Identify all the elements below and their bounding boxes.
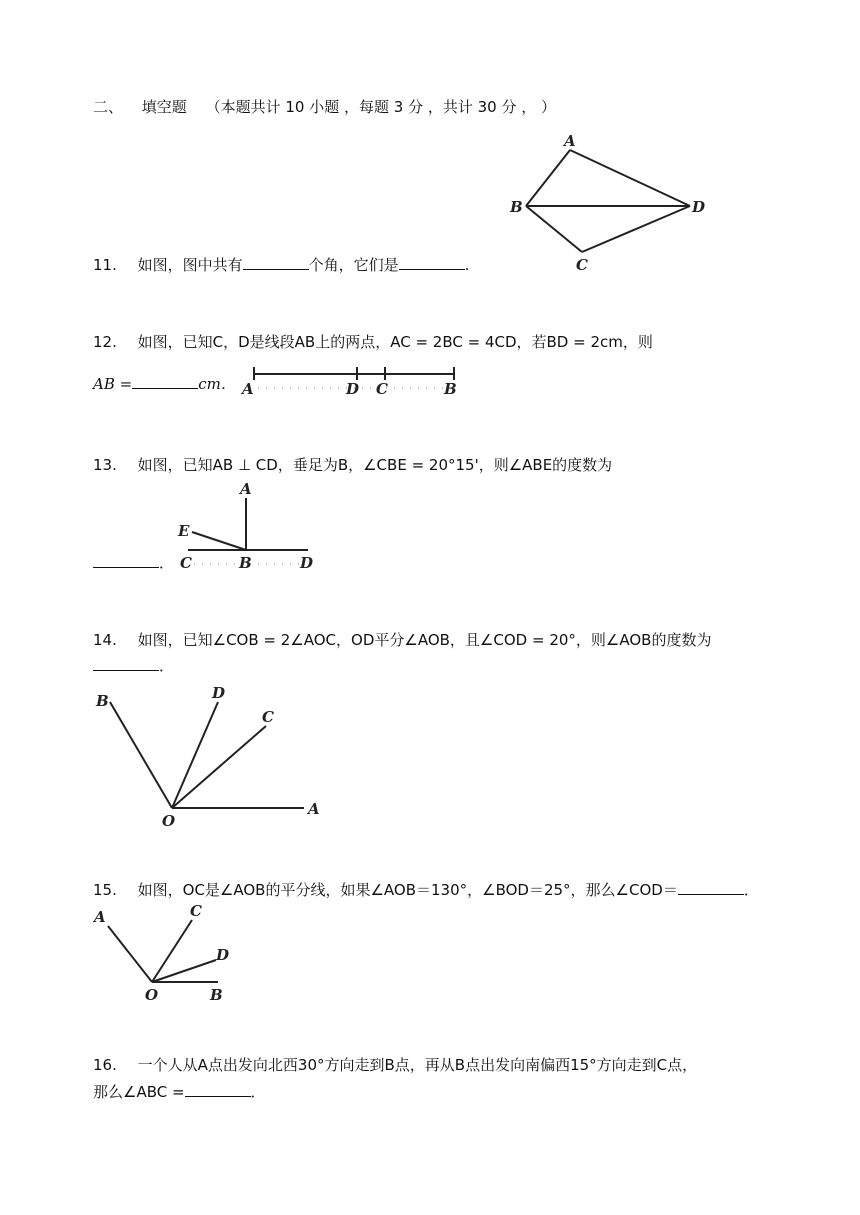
label-a: A xyxy=(94,908,106,926)
ray-oc xyxy=(172,726,266,808)
segment-cd xyxy=(582,206,690,252)
question-text: 如图，已知AB ⊥ CD，垂足为B，∠CBE = 20°15'，则∠ABE的度数为 xyxy=(137,456,613,474)
label-a: A xyxy=(242,380,254,398)
question-number: 16. xyxy=(93,1056,117,1074)
ray-od xyxy=(172,702,218,808)
label-b: B xyxy=(510,198,523,216)
segment-bc xyxy=(526,206,582,252)
label-b: B xyxy=(96,692,109,710)
question-text: 那么∠ABC = xyxy=(93,1083,185,1101)
figure-q15-angles xyxy=(90,900,240,1005)
question-end: . xyxy=(464,256,470,274)
label-c: C xyxy=(190,902,202,920)
section-number: 二、 xyxy=(93,98,124,116)
question-number: 12. xyxy=(93,333,117,351)
answer-blank[interactable] xyxy=(93,656,159,671)
segment-ad xyxy=(570,150,690,206)
question-13 xyxy=(93,455,612,475)
ray-oc xyxy=(152,920,192,982)
answer-blank[interactable] xyxy=(93,553,159,568)
label-b: B xyxy=(444,380,457,398)
label-a: A xyxy=(308,800,320,818)
question-12-line2 xyxy=(93,374,236,394)
label-d: D xyxy=(212,684,226,702)
label-o: O xyxy=(145,986,159,1004)
question-text: 一个人从A点出发向北西30°方向走到B点，再从B点出发向南偏西15°方向走到C点， xyxy=(137,1056,698,1074)
ray-od xyxy=(152,960,216,982)
question-text: 如图，OC是∠AOB的平分线，如果∠AOB＝130°，∠BOD＝25°，那么∠COD＝ xyxy=(137,881,678,899)
question-11 xyxy=(93,255,469,275)
question-number: 13. xyxy=(93,456,117,474)
figure-q11-quadrilateral xyxy=(500,130,720,280)
question-text: AB = xyxy=(93,375,133,393)
question-number: 14. xyxy=(93,631,117,649)
label-b: B xyxy=(239,554,252,572)
figure-q13-perpendicular xyxy=(170,478,330,578)
label-o: O xyxy=(162,812,176,830)
question-number: 11. xyxy=(93,256,117,274)
answer-blank[interactable] xyxy=(678,880,744,895)
question-end: ． xyxy=(159,554,175,572)
answer-blank[interactable] xyxy=(185,1082,251,1097)
question-14 xyxy=(93,630,711,650)
label-d: D xyxy=(346,380,360,398)
label-b: B xyxy=(210,986,223,1004)
question-16-line2 xyxy=(93,1082,266,1102)
label-d: D xyxy=(300,554,314,572)
question-13-answer xyxy=(93,553,174,573)
answer-blank[interactable] xyxy=(243,255,309,270)
label-c: C xyxy=(180,554,192,572)
question-end: ． xyxy=(250,1083,266,1101)
question-text: 如图，图中共有 xyxy=(137,256,243,274)
section-title: 填空题 xyxy=(141,98,187,116)
question-15 xyxy=(93,880,759,900)
answer-blank[interactable] xyxy=(132,374,198,389)
question-16 xyxy=(93,1055,697,1075)
label-a: A xyxy=(240,480,252,498)
label-c: C xyxy=(262,708,274,726)
question-text: 个角，它们是 xyxy=(308,256,399,274)
section-header xyxy=(93,97,556,117)
label-c: C xyxy=(376,380,388,398)
ray-oa xyxy=(108,926,152,982)
figure-q12-segment xyxy=(240,360,470,400)
question-number: 15. xyxy=(93,881,117,899)
label-d: D xyxy=(216,946,230,964)
question-end: ． xyxy=(159,657,175,675)
section-note: （本题共计 10 小题 ，每题 3 分 ，共计 30 分 ， ） xyxy=(205,98,556,116)
question-end: ． xyxy=(743,881,759,899)
segment-ab xyxy=(526,150,570,206)
label-c: C xyxy=(576,256,588,274)
label-d: D xyxy=(692,198,706,216)
answer-blank[interactable] xyxy=(399,255,465,270)
label-a: A xyxy=(564,132,576,150)
ray-ob xyxy=(110,702,172,808)
question-text: cm． xyxy=(198,375,236,393)
question-14-answer xyxy=(93,656,174,676)
question-text: 如图，已知∠COB = 2∠AOC，OD平分∠AOB，且∠COD = 20°，则∠AOB的度数为 xyxy=(137,631,712,649)
question-text: 如图，已知C，D是线段AB上的两点，AC = 2BC = 4CD，若BD = 2cm，则 xyxy=(137,333,653,351)
figure-q14-angles xyxy=(90,680,330,830)
question-12 xyxy=(93,332,653,352)
segment-be xyxy=(192,532,246,550)
label-e: E xyxy=(178,522,190,540)
